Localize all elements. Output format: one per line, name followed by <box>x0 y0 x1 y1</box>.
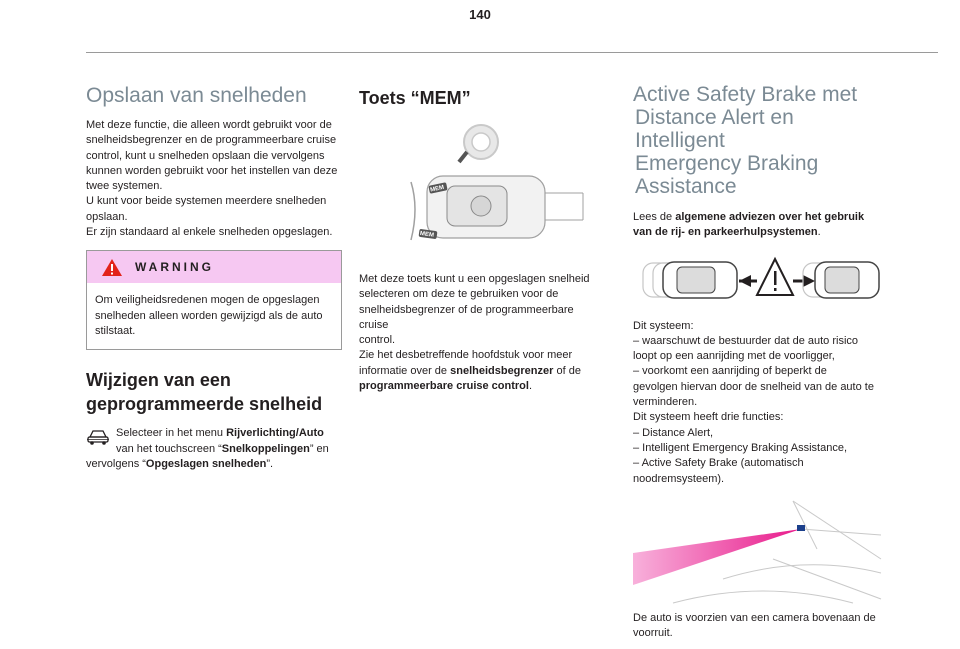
mem-line: Zie het desbetreffende hoofdstuk voor meer <box>359 349 573 362</box>
warning-line: stilstaat. <box>95 324 136 337</box>
intro-line: U kunt voor beide systemen meerdere snelheden <box>86 195 327 208</box>
column-active-safety-brake <box>633 80 883 641</box>
heading-line: Assistance <box>635 175 737 198</box>
intro-line: kunnen worden gebruikt voor het instellen van deze <box>86 164 338 177</box>
stalk-control-drawing <box>411 176 583 240</box>
mem-line-ref <box>359 379 599 394</box>
intro-paragraph <box>86 118 342 240</box>
mem-bold-limiter: snelheidsbegrenzer <box>450 364 554 377</box>
header-rule <box>86 52 938 53</box>
heading-line: Wijzigen van een <box>86 370 231 391</box>
mem-line: selecteren om deze te gebruiken voor de <box>359 288 559 301</box>
mem-line-ref <box>359 364 599 379</box>
warning-triangle-icon <box>101 258 123 277</box>
camera-beam <box>633 529 801 585</box>
heading-line: Active Safety Brake met <box>633 83 858 106</box>
lees-paragraph <box>633 210 883 241</box>
lees-text: . <box>817 226 821 239</box>
heading-line: Emergency Braking <box>635 152 819 175</box>
section-title-mem: Toets “MEM” <box>359 88 471 108</box>
camera-line: voorruit. <box>633 627 673 640</box>
column-mem-button <box>359 80 599 394</box>
system-line: – Active Safety Brake (automatisch <box>633 457 804 470</box>
system-line: gevolgen hiervan door de snelheid van de auto te <box>633 380 874 393</box>
page-number: 140 <box>469 7 491 22</box>
section-title-asb <box>633 83 883 198</box>
intro-line: opslaan. <box>86 210 128 223</box>
mem-line: control. <box>359 334 396 347</box>
section-title-wijzigen <box>86 368 342 416</box>
instr-text: vervolgens “ <box>86 457 146 470</box>
warning-line: snelheden alleen worden gewijzigd als de auto <box>95 309 323 322</box>
system-line: – waarschuwt de bestuurder dat de auto risico <box>633 334 859 347</box>
mem-paragraph <box>359 272 599 394</box>
instr-bold-shortcuts: Snelkoppelingen <box>221 442 310 455</box>
camera-icon <box>797 525 805 531</box>
system-line: – voorkomt een aanrijding of beperkt de <box>633 365 827 378</box>
intro-line: Er zijn standaard al enkele snelheden opgeslagen. <box>86 226 333 239</box>
system-line: – Distance Alert, <box>633 426 714 439</box>
collision-warning-illustration <box>633 255 883 315</box>
lees-text: Lees de <box>633 211 676 223</box>
warning-header <box>87 251 341 283</box>
column-speeds-storage <box>86 80 342 472</box>
instr-text: ”. <box>266 457 274 470</box>
mem-bold-cruise: programmeerbare cruise control <box>359 380 529 393</box>
warning-title: WARNING <box>135 260 214 275</box>
collision-warning-icon <box>633 255 883 307</box>
car-settings-icon <box>86 428 116 446</box>
system-line: Dit systeem heeft drie functies: <box>633 411 784 424</box>
lees-bold: algemene adviezen over het gebruik <box>675 211 865 223</box>
system-line: verminderen. <box>633 396 698 409</box>
warning-text <box>87 283 341 349</box>
instruction-text <box>86 426 342 472</box>
system-line: loopt op een aanrijding met de voorligger, <box>633 350 835 363</box>
intro-line: control, kunt u snelheden opslaan die vervolgens <box>86 149 325 162</box>
system-line: noodremsysteem). <box>633 472 725 485</box>
instr-text: ” en <box>309 442 329 455</box>
instr-text: van het touchscreen “ <box>116 442 222 455</box>
mem-label-bottom: MEM <box>419 230 435 239</box>
heading-line: geprogrammeerde snelheid <box>86 394 323 415</box>
mem-line: snelheidsbegrenzer of de programmeerbare cruise <box>359 303 574 331</box>
mem-illustration <box>359 118 599 250</box>
instr-bold-saved-speeds: Opgeslagen snelheden <box>145 457 267 470</box>
heading-line: Distance Alert en Intelligent <box>635 106 794 152</box>
mem-text: of de <box>553 364 581 377</box>
lees-bold: van de rij- en parkeerhulpsystemen <box>633 226 818 239</box>
mem-text: informatie over de <box>359 364 451 377</box>
warning-line: Om veiligheidsredenen mogen de opgeslagen <box>95 294 320 307</box>
system-paragraph <box>633 319 883 487</box>
instruction-block <box>86 426 342 472</box>
camera-illustration <box>633 499 883 607</box>
intro-line: Met deze functie, die alleen wordt gebruikt voor de <box>86 119 332 131</box>
camera-paragraph <box>633 611 883 642</box>
steering-wheel-icon <box>459 125 498 162</box>
mem-label-top: MEM <box>429 184 445 194</box>
intro-line: twee systemen. <box>86 180 163 193</box>
instr-bold-menu: Rijverlichting/Auto <box>226 427 324 440</box>
intro-line: snelheidsbegrenzer en de programmeerbare cruise <box>86 134 337 147</box>
camera-line: De auto is voorzien van een camera bovenaan de <box>633 611 876 624</box>
mem-line: Met deze toets kunt u een opgeslagen snelheid <box>359 273 590 285</box>
system-line: Dit systeem: <box>633 319 694 332</box>
section-title-opslaan: Opslaan van snelheden <box>86 84 307 107</box>
instr-text: Selecteer in het menu <box>116 427 227 440</box>
warning-box <box>86 250 342 350</box>
system-line: – Intelligent Emergency Braking Assistance, <box>633 441 848 454</box>
mem-text: . <box>528 380 533 393</box>
